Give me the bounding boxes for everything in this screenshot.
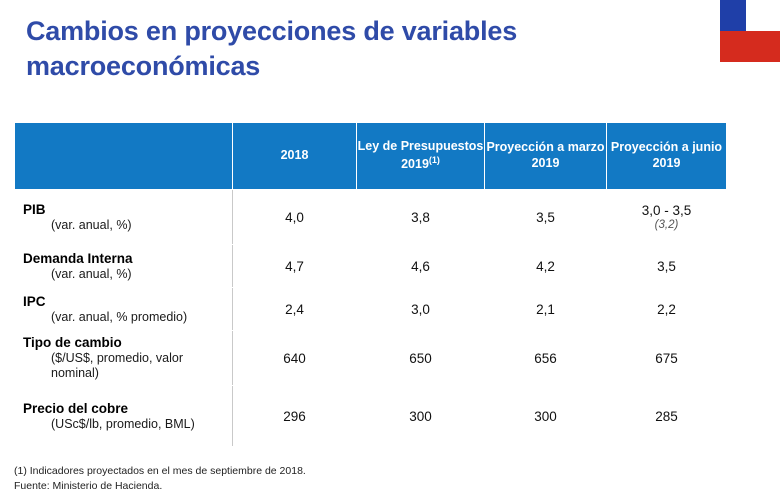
column-header-proyeccion-marzo-2019: Proyección a marzo 2019 xyxy=(485,123,607,190)
table-notes xyxy=(14,464,306,494)
cell-cobre-ley2019: 300 xyxy=(357,386,485,447)
cell-ipc-marzo2019: 2,1 xyxy=(485,288,607,331)
table-row xyxy=(15,386,727,447)
row-label-main: Precio del cobre xyxy=(23,400,129,416)
cell-tipocambio-2018: 640 xyxy=(233,331,357,386)
column-header-ley-text: Ley de Presupuestos 2019 xyxy=(357,139,484,172)
table-row xyxy=(15,288,727,331)
row-label-sub: (USc$/lb, promedio, BML) xyxy=(51,416,195,431)
cell-cobre-marzo2019: 300 xyxy=(485,386,607,447)
table-row xyxy=(15,331,727,386)
row-label-sub: (var. anual, % promedio) xyxy=(51,309,188,324)
row-label-demanda-interna xyxy=(15,245,233,288)
row-label-main: Tipo de cambio xyxy=(23,335,122,350)
cell-ipc-ley2019: 3,0 xyxy=(357,288,485,331)
row-label-main: IPC xyxy=(23,293,46,309)
column-header-footnote-marker: (1) xyxy=(428,154,440,165)
column-header-variable xyxy=(15,123,233,190)
row-label-main: PIB xyxy=(23,201,46,217)
cell-demanda-junio2019: 3,5 xyxy=(607,245,727,288)
cell-tipocambio-ley2019: 650 xyxy=(357,331,485,386)
cell-demanda-ley2019: 4,6 xyxy=(357,245,485,288)
cell-ipc-junio2019: 2,2 xyxy=(607,288,727,331)
cell-tipocambio-marzo2019: 656 xyxy=(485,331,607,386)
cell-pib-marzo2019: 3,5 xyxy=(485,190,607,245)
cell-value-parenthetical: (3,2) xyxy=(654,219,679,231)
flag-red-block xyxy=(720,31,780,62)
flag-white-block xyxy=(746,0,780,31)
cell-cobre-2018: 296 xyxy=(233,386,357,447)
table-header-row xyxy=(15,123,727,190)
row-label-sub: (var. anual, %) xyxy=(51,217,132,232)
flag-blue-block xyxy=(720,0,746,31)
cell-cobre-junio2019: 285 xyxy=(607,386,727,447)
table-row xyxy=(15,190,727,245)
cell-demanda-2018: 4,7 xyxy=(233,245,357,288)
cell-tipocambio-junio2019: 675 xyxy=(607,331,727,386)
column-header-2018: 2018 xyxy=(233,123,357,190)
cell-pib-junio2019 xyxy=(607,190,727,245)
row-label-precio-del-cobre xyxy=(15,386,233,447)
footnote-text: (1) Indicadores proyectados en el mes de septiembre de 2018. xyxy=(14,465,306,477)
row-label-tipo-de-cambio xyxy=(15,331,233,386)
column-header-proyeccion-junio-2019: Proyección a junio 2019 xyxy=(607,123,727,190)
cell-value-main: 3,0 - 3,5 xyxy=(641,203,692,218)
cell-pib-ley2019: 3,8 xyxy=(357,190,485,245)
row-label-sub: ($/US$, promedio, valor nominal) xyxy=(51,351,184,380)
row-label-pib xyxy=(15,190,233,245)
column-header-ley-presupuestos-2019 xyxy=(357,123,485,190)
row-label-main: Demanda Interna xyxy=(23,250,133,266)
cell-ipc-2018: 2,4 xyxy=(233,288,357,331)
table-header xyxy=(15,123,727,190)
table-body xyxy=(15,190,727,447)
cell-pib-2018: 4,0 xyxy=(233,190,357,245)
projections-table-container xyxy=(14,122,726,447)
cell-demanda-marzo2019: 4,2 xyxy=(485,245,607,288)
table-row xyxy=(15,245,727,288)
projections-table xyxy=(14,122,727,447)
row-label-sub: (var. anual, %) xyxy=(51,266,132,281)
source-text: Fuente: Ministerio de Hacienda. xyxy=(14,480,163,493)
page-title: Cambios en proyecciones de variables macroeconómicas xyxy=(26,16,518,81)
chile-flag-decoration xyxy=(720,0,780,62)
row-label-ipc xyxy=(15,288,233,331)
